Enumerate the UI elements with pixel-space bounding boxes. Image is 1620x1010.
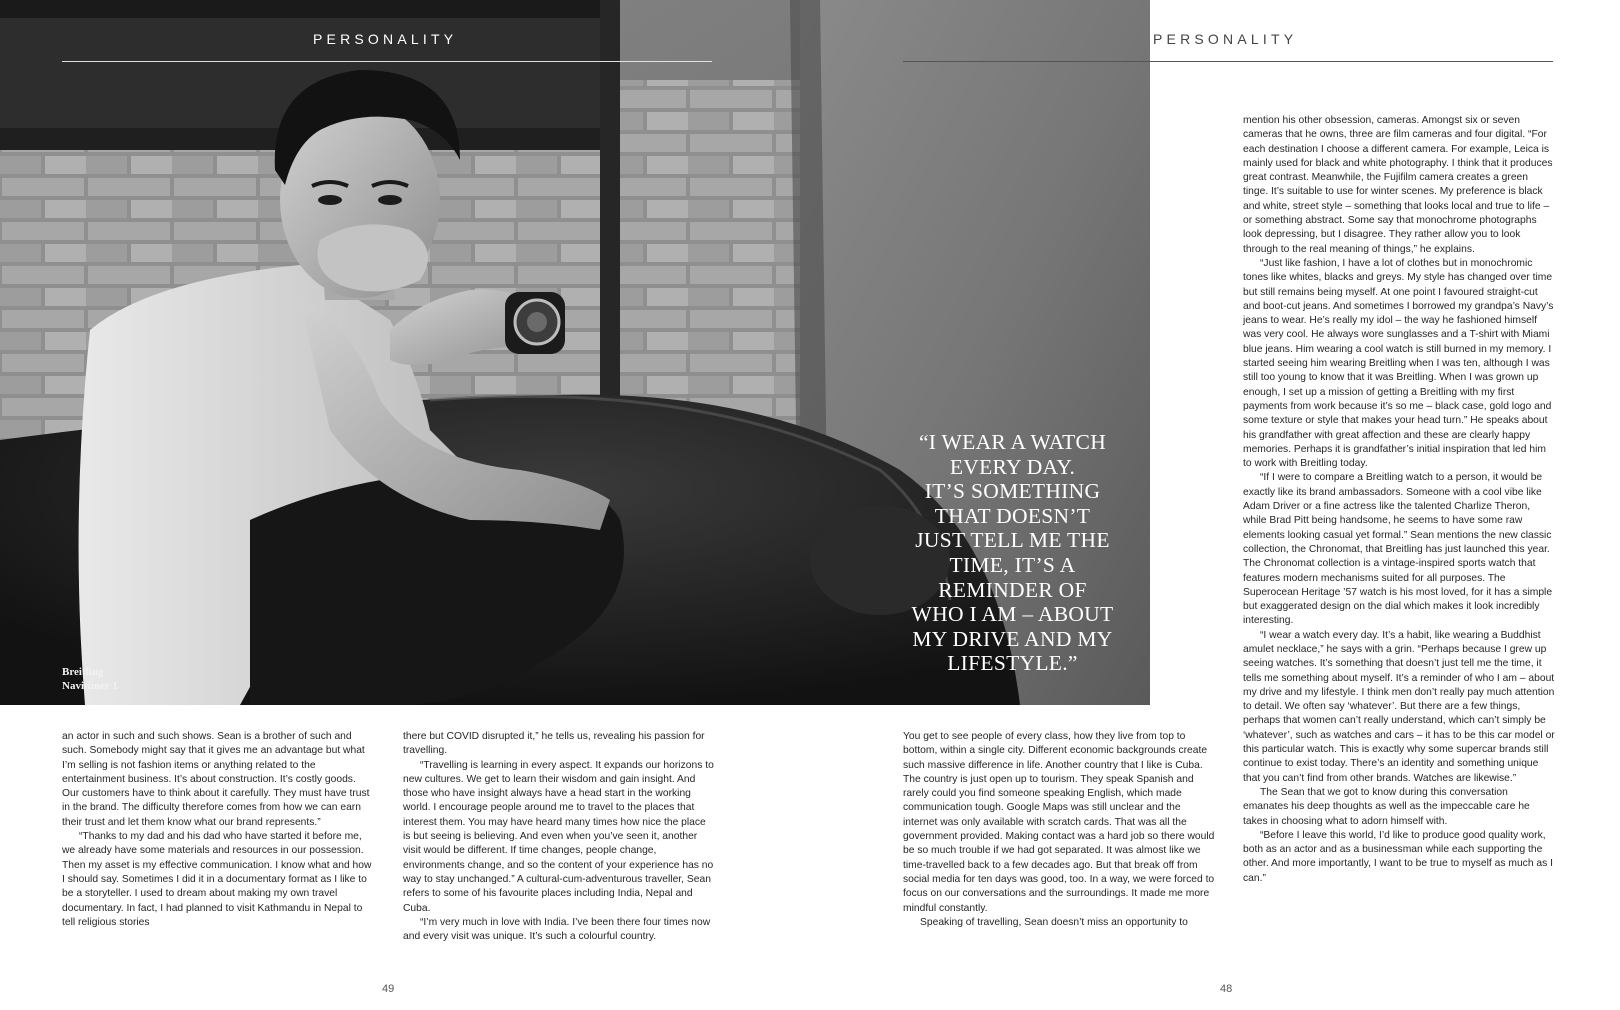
section-label-right: PERSONALITY (1153, 31, 1298, 47)
paragraph: You get to see people of every class, how they live from top to bottom, within a single city. Different economic backgrounds create such massive difference in life. Another country that I like is Cuba. The country is just open up to tourism. They speak Spanish and rarely could you find someone speaking English, which made communication tough. Google Maps was still unclear and the internet was only available with scratch cards. That was all the government provided. Making contact was a hard job so there would be so much trouble if we had got separated. It was almost like we time-travelled back to a few decades ago. But that break off from social media for ten days was good, too. In a way, we were forced to focus on our conversations and the surroundings. It made me more mindful constantly. (903, 731, 1215, 914)
pull-quote-line: IT’S SOMETHING (924, 479, 1101, 504)
credit-brand: Breitling (62, 666, 104, 678)
photo-credit (62, 665, 118, 693)
pull-quote-line: EVERY DAY. (949, 454, 1076, 479)
paragraph: “Before I leave this world, I’d like to produce good quality work, both as an actor and as a businessman while each supporting the other. And more importantly, I want to be true to myself as much as I can.” (1243, 829, 1554, 884)
paragraph: “Travelling is learning in every aspect. It expands our horizons to new cultures. We get to learn their wisdom and gain insight. And those who have insight always have a head start in the working world. I encourage people around me to travel to the places that interest them. You may have heard many times how nice the place is but seeing is believing. And even when you’ve seen it, another visit would be different. If time changes, people change, environments change, and so the content of your experience has no way to stay unchanged.” A cultural-cum-adventurous traveller, Sean refers to some of his favourite places including India, Nepal and Cuba. (403, 759, 714, 914)
paragraph: “I wear a watch every day. It’s a habit, like wearing a Buddhist amulet necklace,” he says with a grin. “Perhaps because I grew up seeing watches. It’s something that doesn’t just tell me the time, it tells me something about myself. It’s a reminder of who I am – about my drive and my lifestyle. I think men don’t really pay much attention to detail. We often say ‘whatever’. But there are a few things, perhaps that women can’t really understand, which can’t simply be ‘whatever’, such as watches and cars – it has to be this car model or this particular watch. This is exactly why some supercar brands still continue to exist today. There’s an identity and something unique that you can’t find from other brands. Watches are likewise.” (1243, 629, 1555, 784)
header-rule-left (62, 61, 712, 62)
pull-quote-line: LIFESTYLE.” (947, 651, 1078, 676)
article-column-3 (903, 730, 1215, 930)
pull-quote (890, 430, 1135, 676)
pull-quote-line: JUST TELL ME THE (915, 528, 1110, 553)
paragraph: “Just like fashion, I have a lot of clothes but in monochromic tones like whites, blacks and greys. My style has changed over time but still remains being myself. At one point I favoured straight-cut and boot-cut jeans. And sometimes I borrowed my grandpa’s Navy’s jeans to wear. He’s really my idol – the way he fashioned himself was very cool. He always wore sunglasses and a T-shirt with Miami blue jeans. Him wearing a cool watch is still burned in my memory. I started seeing him wearing Breitling when I was ten, although I was still too young to know that it was Breitling. When I was grown up enough, I set up a mission of getting a Breitling with my first payments from work because it’s so me – black case, gold logo and some texture or style that makes your head turn.” He speaks about his grandfather with great affection and these are clearly happy memories. Perhaps it is grandfather’s initial inspiration that led him to work with Breitling today. (1243, 257, 1554, 470)
credit-model: Navitimer 1 (62, 680, 118, 692)
paragraph: an actor in such and such shows. Sean is a brother of such and such. Somebody might say that it gives me an advantage but what I’m selling is not fashion items or anything related to the entertainment business. It’s about construction. It’s costly goods. Our customers have to think about it carefully. They must have trust in the brand. The difficulty therefore comes from how we can earn their trust and let them know what our brand represents.” (62, 731, 370, 828)
article-column-4 (1243, 114, 1555, 886)
page-number-right: 48 (1220, 983, 1233, 995)
pull-quote-line: “I WEAR A WATCH (918, 430, 1107, 454)
pull-quote-line: WHO I AM – ABOUT (911, 602, 1114, 627)
page-number-left: 49 (382, 983, 395, 995)
article-column-2 (403, 730, 715, 944)
paragraph: “I’m very much in love with India. I’ve been there four times now and every visit was unique. It’s such a colourful country. (403, 916, 711, 943)
pull-quote-line: THAT DOESN’T (934, 503, 1091, 528)
paragraph: mention his other obsession, cameras. Amongst six or seven cameras that he owns, three are film cameras and four digital. “For each destination I choose a different camera. For example, Leica is mainly used for black and white photography. I think that it produces great contrast. Meanwhile, the Fujifilm camera creates a green tinge. It’s suitable to use for winter scenes. My preference is black and white, street style – something that looks local and true to life – or something abstract. Some say that monochrome photographs look depressing, but I disagree. They rather allow you to look through to the real meaning of things,” he explains. (1243, 115, 1553, 255)
paragraph: The Sean that we got to know during this conversation emanates his deep thoughts as well as the impeccable care he takes in choosing what to adorn himself with. (1243, 786, 1530, 827)
paragraph: Speaking of travelling, Sean doesn’t miss an opportunity to (920, 916, 1188, 928)
section-label-left: PERSONALITY (313, 31, 458, 47)
article-column-1 (62, 730, 374, 930)
pull-quote-line: TIME, IT’S A (949, 552, 1076, 577)
hero-photo (0, 0, 1150, 705)
header-rule-right (903, 61, 1553, 62)
pull-quote-line: REMINDER OF (938, 577, 1087, 602)
paragraph: “If I were to compare a Breitling watch to a person, it would be exactly like its brand ambassadors. Someone with a cool vibe like Adam Driver or a fine actress like the talented Charlize Theron, while Brad Pitt being handsome, he seems to have some raw elements looking casual yet formal.” Sean mentions the new classic collection, the Chronomat, that Breitling has just launched this year. The Chronomat collection is a vintage-inspired sports watch that features modern mechanisms suited for all purposes. The Superocean Heritage ’57 watch is his most loved, for it has a simple but exaggerated design on the dial which makes it look incredibly interesting. (1243, 472, 1553, 627)
paragraph: “Thanks to my dad and his dad who have started it before me, we already have some materials and resources in our possession. Then my asset is my effective communication. I know what and how I should say. Sometimes I did it in a documentary format as I like to be a storyteller. I used to dream about making my own travel documentary. In fact, I had planned to visit Kathmandu in Nepal to tell religious stories (62, 831, 372, 928)
pull-quote-line: MY DRIVE AND MY (912, 626, 1113, 651)
paragraph: there but COVID disrupted it,” he tells us, revealing his passion for travelling. (403, 731, 705, 757)
